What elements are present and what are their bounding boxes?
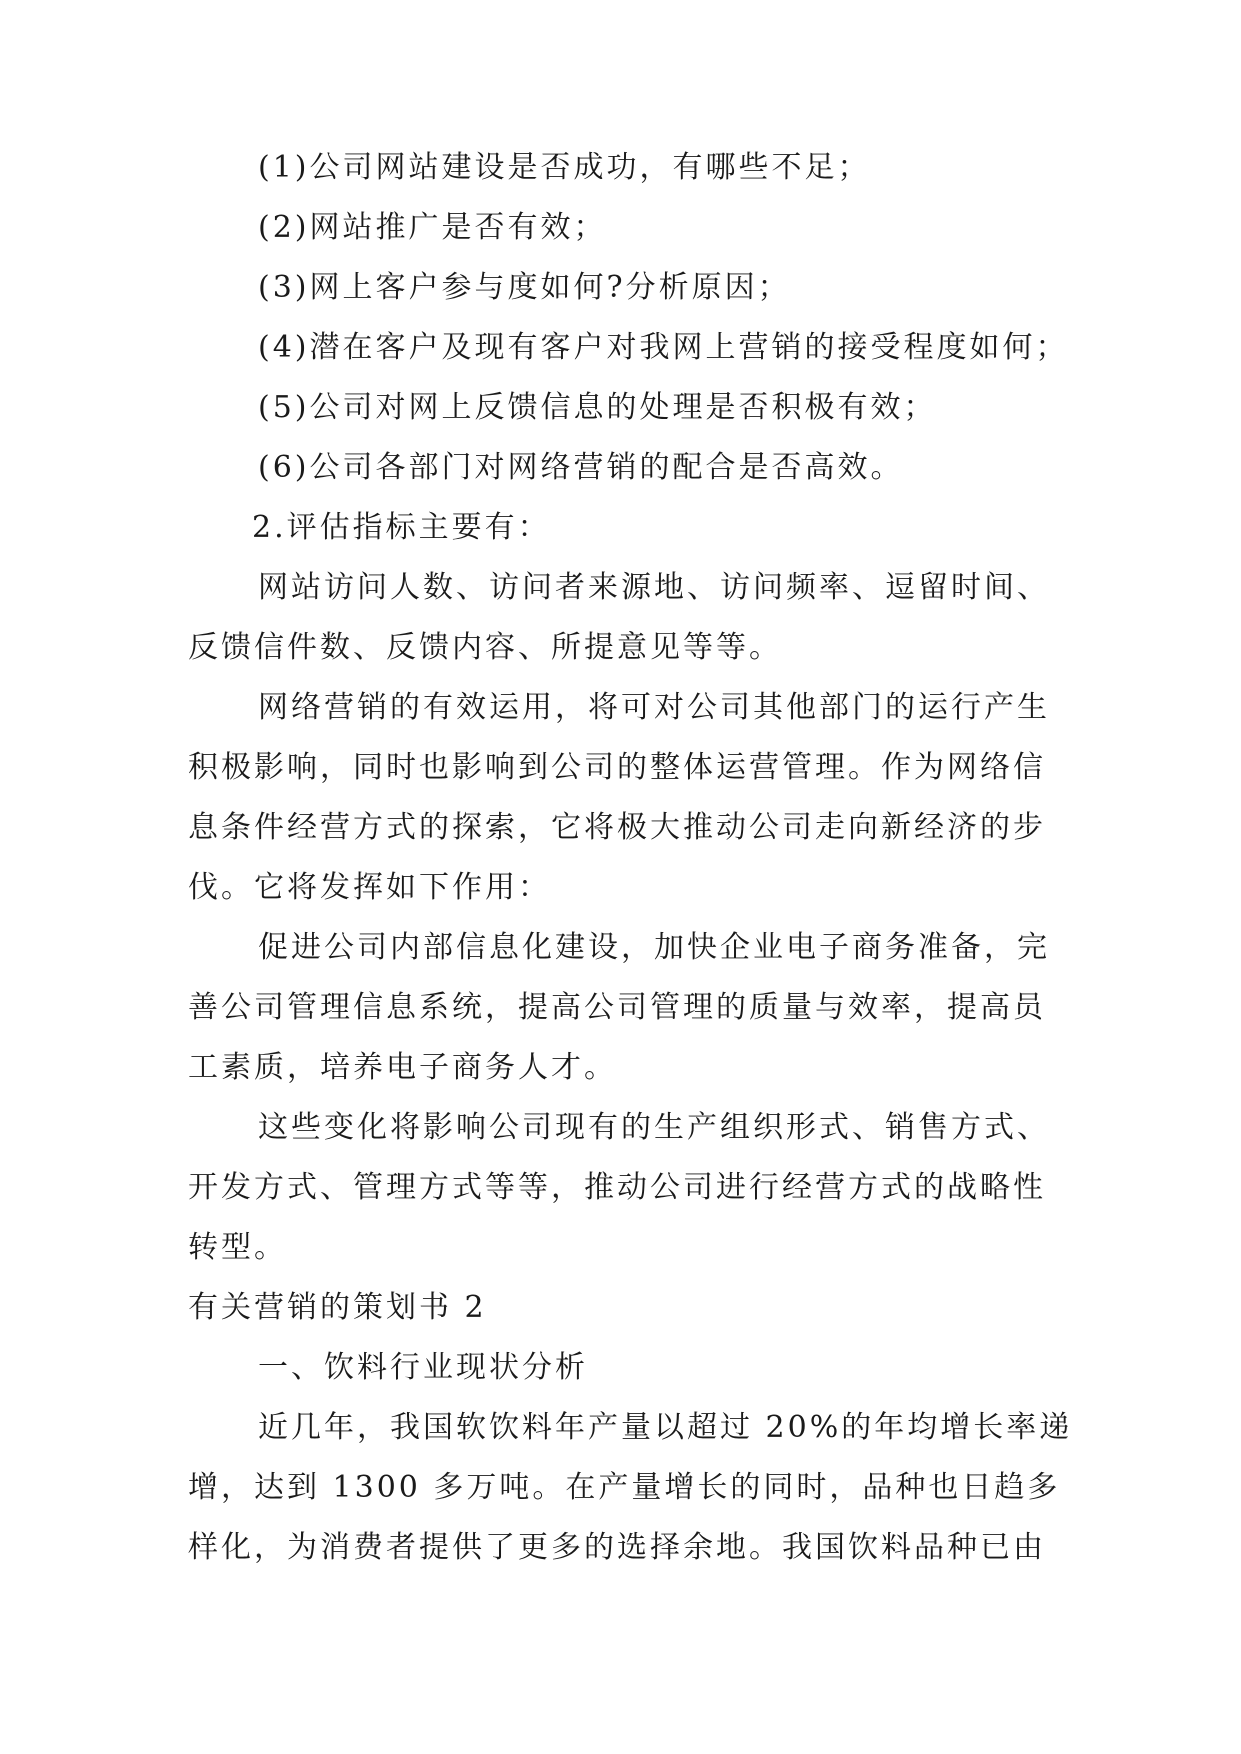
paragraph-line: 样化，为消费者提供了更多的选择余地。我国饮料品种已由: [188, 1530, 1046, 1565]
section-heading: 2.评估指标主要有：: [252, 510, 551, 545]
paragraph-line: 促进公司内部信息化建设，加快企业电子商务准备，完: [258, 930, 1050, 965]
paragraph-line: 息条件经营方式的探索，它将极大推动公司走向新经济的步: [188, 810, 1046, 845]
list-item-3: (3)网上客户参与度如何?分析原因；: [258, 270, 791, 305]
paragraph-line: 这些变化将影响公司现有的生产组织形式、销售方式、: [258, 1110, 1050, 1145]
paragraph-line: 开发方式、管理方式等等，推动公司进行经营方式的战略性: [188, 1170, 1046, 1205]
list-item-6: (6)公司各部门对网络营销的配合是否高效。: [258, 450, 904, 485]
paragraph-line: 伐。它将发挥如下作用：: [188, 870, 551, 905]
paragraph-line: 工素质，培养电子商务人才。: [188, 1050, 617, 1085]
subheading: 一、饮料行业现状分析: [258, 1350, 588, 1385]
paragraph-line: 近几年，我国软饮料年产量以超过 20%的年均增长率递: [258, 1410, 1073, 1445]
paragraph-line: 积极影响，同时也影响到公司的整体运营管理。作为网络信: [188, 750, 1046, 785]
list-item-5: (5)公司对网上反馈信息的处理是否积极有效；: [258, 390, 937, 425]
indicators-line-2: 反馈信件数、反馈内容、所提意见等等。: [188, 630, 782, 665]
paragraph-line: 转型。: [188, 1230, 287, 1265]
paragraph-line: 善公司管理信息系统，提高公司管理的质量与效率，提高员: [188, 990, 1046, 1025]
list-item-1: (1)公司网站建设是否成功，有哪些不足；: [258, 150, 871, 185]
list-item-2: (2)网站推广是否有效；: [258, 210, 607, 245]
paragraph-line: 增，达到 1300 多万吨。在产量增长的同时，品种也日趋多: [188, 1470, 1061, 1505]
list-item-4: (4)潜在客户及现有客户对我网上营销的接受程度如何；: [258, 330, 1069, 365]
paragraph-line: 网络营销的有效运用，将可对公司其他部门的运行产生: [258, 690, 1050, 725]
indicators-line-1: 网站访问人数、访问者来源地、访问频率、逗留时间、: [258, 570, 1050, 605]
section-title: 有关营销的策划书 2: [188, 1290, 487, 1325]
